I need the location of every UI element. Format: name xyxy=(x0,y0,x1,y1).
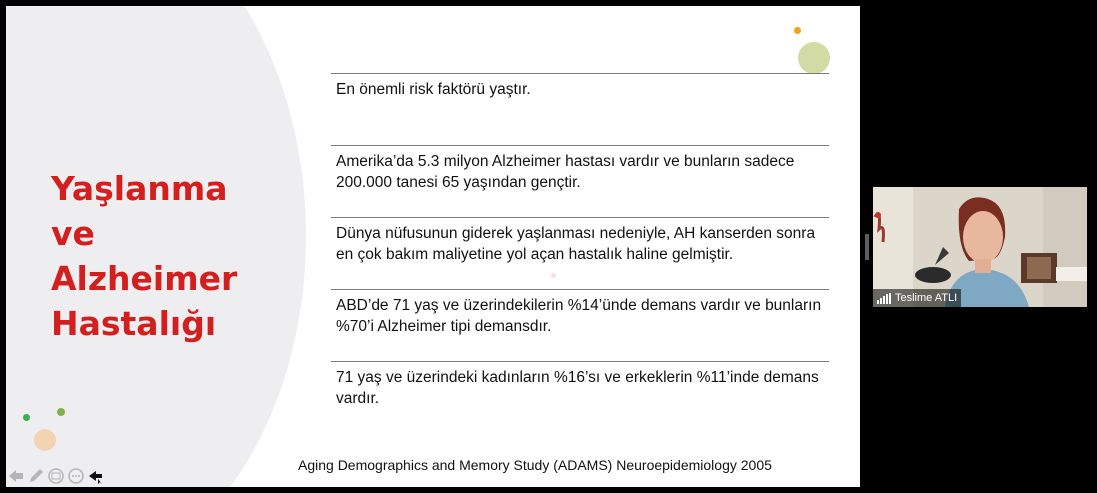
slide-title-line: ve xyxy=(51,214,95,253)
list-item: Amerika’da 5.3 milyon Alzheimer hastası vardır ve bunların sadece 200.000 tanesi 65 yaşından gençtir. xyxy=(331,145,829,217)
participant-name-bar xyxy=(873,289,961,307)
list-item: 71 yaş ve üzerindeki kadınların %16’sı ve erkeklerin %11’inde demans vardır. xyxy=(331,361,829,433)
pen-icon[interactable] xyxy=(28,468,44,484)
decor-green-dot xyxy=(23,414,30,421)
participant-video[interactable] xyxy=(873,187,1087,307)
decor-olive-circle xyxy=(798,42,830,74)
signal-bars-icon xyxy=(877,293,891,304)
more-icon[interactable] xyxy=(68,468,84,484)
decor-orange-dot xyxy=(794,27,801,34)
slide-title-line: Alzheimer xyxy=(51,259,238,298)
bullet-list xyxy=(331,73,829,433)
slide-title xyxy=(51,166,237,346)
arrow-left-icon[interactable] xyxy=(8,468,24,484)
presentation-slide xyxy=(6,6,860,487)
presenter-toolbar xyxy=(8,466,104,486)
slides-icon[interactable] xyxy=(48,468,64,484)
decor-olive-dot xyxy=(57,408,65,416)
list-item: ABD’de 71 yaş ve üzerindekilerin %14’ünde demans vardır ve bunların %70’i Alzheimer tipi demansdır. xyxy=(331,289,829,361)
pointer-icon[interactable] xyxy=(88,468,104,484)
decor-peach-circle xyxy=(34,429,56,451)
slide-footer-citation: Aging Demographics and Memory Study (ADAMS) Neuroepidemiology 2005 xyxy=(298,457,772,473)
slide-title-line: Yaşlanma xyxy=(51,169,228,208)
panel-resize-handle[interactable] xyxy=(865,234,869,260)
list-item: Dünya nüfusunun giderek yaşlanması nedeniyle, AH kanserden sonra en çok bakım maliyetine yol açan hastalık haline gelmiştir. xyxy=(331,217,829,289)
slide-title-line: Hastalığı xyxy=(51,304,217,343)
participant-name: Teslime ATLI xyxy=(895,292,958,304)
list-item: En önemli risk faktörü yaştır. xyxy=(331,73,829,145)
